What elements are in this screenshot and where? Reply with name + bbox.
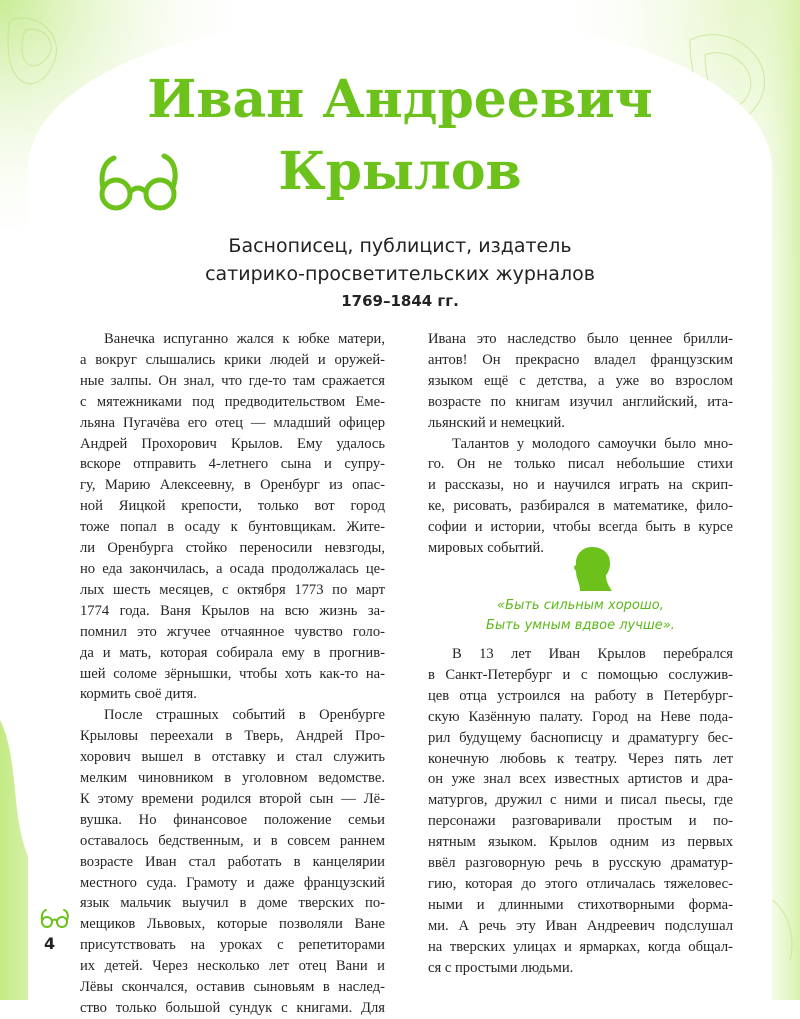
text-line: языком ещё с детства, а уже во взрослом — [428, 372, 733, 389]
subtitle — [130, 232, 670, 288]
text-line: персонажи разговаривали простым и по- — [428, 813, 733, 830]
text-line: мировых событий. — [428, 540, 544, 557]
text-line: да и мать, которая собирала ему в прогнив- — [80, 644, 385, 661]
text-line: Талантов у молодого самоучки было мно- — [452, 435, 733, 452]
text-line: вушка. Но финансовое положение семьи — [80, 811, 385, 828]
quote — [428, 596, 733, 636]
text-line: их детей. Через несколько лет отец Вани и — [80, 958, 385, 975]
text-line: ные залпы. Он знал, что где-то там сражается — [80, 372, 385, 389]
text-line: присутствовать на уроках с репетиторами — [80, 937, 385, 954]
text-line: а вокруг слышались крики людей и оружей- — [80, 351, 385, 368]
text-line: Крыловы переехали в Тверь, Андрей Про- — [80, 728, 385, 745]
text-line: хорович вышел в отставку и стал служить — [80, 749, 385, 766]
text-line: 1774 года. Ваня Крылов на всю жизнь за- — [80, 602, 385, 619]
text-line: скую Казённую палату. Город на Неве пода- — [428, 708, 733, 725]
text-line: в Санкт-Петербург и с помощью сослужив- — [428, 666, 733, 683]
text-line: матургов, дружил с ними и писал пьесы, где — [428, 792, 733, 809]
text-line: и рассказы, но и научился играть на скрип- — [428, 477, 733, 494]
text-line: рил будущему баснописцу и драматургу бес- — [428, 729, 733, 746]
text-line: кормить своё дитя. — [80, 686, 197, 703]
life-years: 1769–1844 гг. — [341, 292, 459, 310]
text-line: льяна Пугачёва его отец — младший офицер — [80, 414, 385, 431]
text-line: нятным языком. Крылов одним из первых — [428, 834, 733, 851]
text-line: шей соломе зёрнышки, чтобы хоть как-то на- — [80, 665, 385, 682]
text-line: ми. А речь эту Иван Андреевич подслушал — [428, 917, 733, 934]
text-line: тоже попал в осаду к бунтовщикам. Жите- — [80, 519, 385, 536]
text-line: возрасте по книгам изучил английский, ита- — [428, 393, 733, 410]
text-line: ке, рисовать, разбирался в математике, фило- — [428, 498, 733, 515]
text-line: Андрей Прохорович Крылов. Ему удалось — [80, 435, 385, 452]
quote-line-2: Быть умным вдвое лучше». — [486, 618, 675, 633]
text-line: антов! Он прекрасно владел французским — [428, 351, 733, 368]
text-line: он уже знал всех известных артистов и дра- — [428, 771, 733, 788]
text-line: ство только большой сундук с книгами. Для — [80, 1000, 385, 1016]
right-column-bottom — [428, 644, 733, 979]
text-line: ввёл разговорную речь в русскую драматур- — [428, 855, 733, 872]
text-line: льянский и немецкий. — [428, 414, 565, 431]
text-line: конечную любовь к театру. Через пять лет — [428, 750, 733, 767]
text-line: ся с простыми людьми. — [428, 959, 574, 976]
text-line: го. Он не только писал небольшие стихи — [428, 456, 733, 473]
text-line: лых шесть месяцев, с октября 1773 по март — [80, 581, 385, 598]
glasses-icon — [94, 150, 186, 214]
subtitle-line-2: сатирико-просветительских журналов — [205, 263, 595, 285]
text-line: мещиков Львовых, которые позволяли Ване — [80, 916, 385, 933]
text-line: но еда закончилась, а осада продолжалась це- — [80, 560, 385, 577]
text-line: цев отца устроился на работу в Петербург- — [428, 687, 733, 704]
left-column — [80, 329, 385, 1019]
text-line: ли Оренбурга стойко переносили невзгоды, — [80, 540, 385, 557]
quote-line-1: «Быть сильным хорошо, — [497, 598, 664, 613]
silhouette-icon — [570, 545, 612, 591]
text-line: После страшных событий в Оренбурге — [104, 707, 385, 724]
text-line: возрасте Иван стал работать в канцелярии — [80, 853, 385, 870]
text-line: Ванечка испуганно жался к юбке матери, — [104, 331, 385, 347]
text-line: софии и истории, чтобы всегда быть в курсе — [428, 519, 733, 536]
text-line: на тверских улицах и ярмарках, когда общал- — [428, 938, 733, 955]
text-line: гу, Марию Алексеевну, в Оренбург из опас- — [80, 477, 385, 494]
small-glasses-icon — [40, 908, 70, 928]
text-line: В 13 лет Иван Крылов перебрался — [452, 646, 733, 662]
right-column-top — [428, 329, 733, 559]
text-line: с мятежниками под предводительством Еме- — [80, 393, 385, 410]
page-number: 4 — [44, 934, 56, 953]
text-line: язык мальчик выучил в доме тверских по- — [80, 895, 385, 912]
text-line: помнил это жгучее отчаянное чувство голо- — [80, 623, 385, 640]
text-line: ной Яицкой крепости, только вот город — [80, 498, 385, 515]
text-line: К этому времени родился второй сын — Лё- — [80, 790, 385, 807]
text-line: оставалось бедственным, и в совсем раннем — [80, 832, 385, 849]
text-line: вскоре отправить 4-летнего сына и супру- — [80, 456, 385, 473]
title-line-1: Иван Андреевич — [147, 69, 653, 130]
text-line: гию, которая до этого отличалась тяжеловес- — [428, 875, 733, 892]
text-line: ными и длинными стихотворными форма- — [428, 896, 733, 913]
text-line: местного суда. Грамоту и даже французский — [80, 874, 385, 891]
title-line-2: Крылов — [278, 141, 522, 202]
text-line: Лёвы скончался, оставив сыновьям в наслед- — [80, 979, 385, 996]
subtitle-line-1: Баснописец, публицист, издатель — [228, 235, 572, 257]
text-line: мелким чиновником в уголовном ведомстве. — [80, 770, 385, 787]
text-line: Ивана это наследство было ценнее брилли- — [428, 331, 733, 347]
